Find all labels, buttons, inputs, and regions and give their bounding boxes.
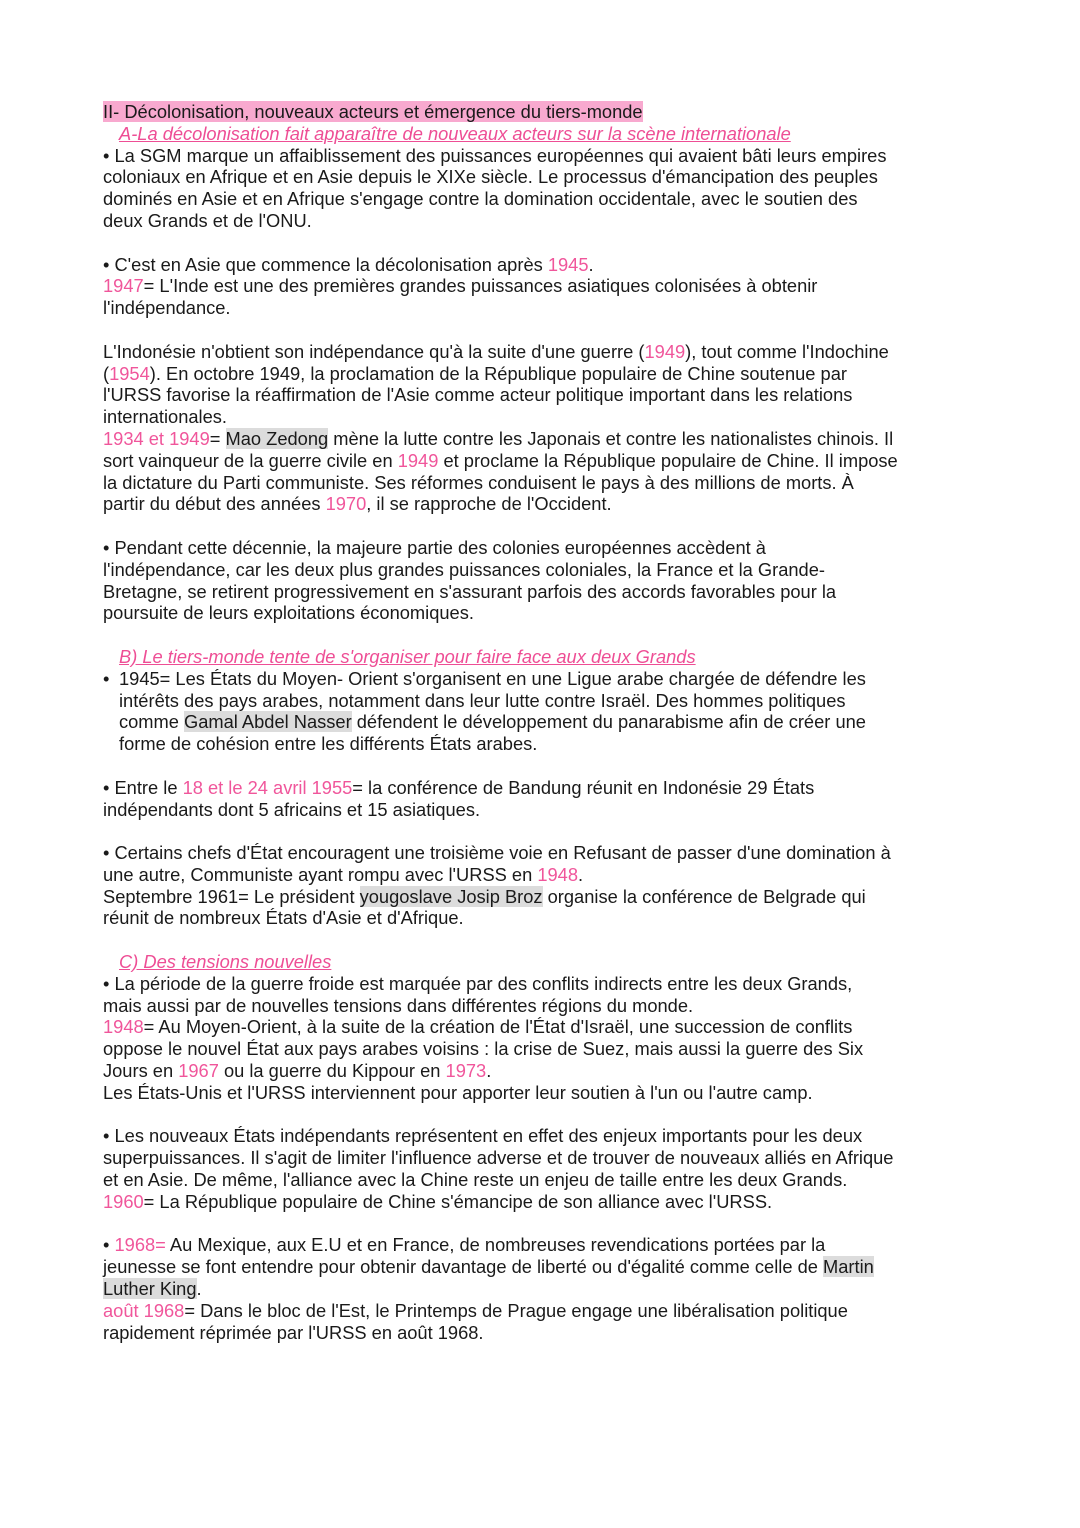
section-c-p2-line: et en Asie. De même, l'alliance avec la Chine reste un enjeu de taille entre les deux Grands. xyxy=(103,1169,848,1191)
highlighted-name: Martin xyxy=(823,1256,874,1278)
section-c-p1-line: mais aussi par de nouvelles tensions dans différentes régions du monde. xyxy=(103,994,694,1016)
section-b-p3-line: Septembre 1961= Le président yougoslave Josip Broz organise la conférence de Belgrade qui xyxy=(103,885,866,907)
section-c-p1-line: • La période de la guerre froide est marquée par des conflits indirects entre les deux Grands, xyxy=(103,972,853,994)
section-c-p3-line: Luther King. xyxy=(103,1278,202,1300)
section-c-p1-line: Les États-Unis et l'URSS interviennent pour apporter leur soutien à l'un ou l'autre camp. xyxy=(103,1081,813,1103)
section-c-p3-line: • 1968= Au Mexique, aux E.U et en France, de nombreuses revendications portées par la xyxy=(103,1234,826,1256)
section-a-p3-line: l'URSS favorise la réaffirmation de l'Asie comme acteur politique important dans les relations xyxy=(103,384,853,406)
section-a-p1-line: deux Grands et de l'ONU. xyxy=(103,209,312,231)
highlighted-name: yougoslave Josip Broz xyxy=(359,885,543,907)
section-b-p3-line: réunit de nombreux États d'Asie et d'Afrique. xyxy=(103,907,464,929)
section-b-p3-line: une autre, Communiste ayant rompu avec l'URSS en 1948. xyxy=(103,863,584,885)
section-a-p3-line: L'Indonésie n'obtient son indépendance qu'à la suite d'une guerre (1949), tout comme l'Indochine xyxy=(103,340,889,362)
section-b-p2-line: indépendants dont 5 africains et 15 asiatiques. xyxy=(103,798,481,820)
section-a-p3-line: (1954). En octobre 1949, la proclamation de la République populaire de Chine soutenue par xyxy=(103,362,847,384)
bullet: • xyxy=(103,667,110,689)
section-c-p2-line: superpuissances. Il s'agit de limiter l'influence adverse et de trouver de nouveaux alliés en Afrique xyxy=(103,1147,894,1169)
section-b-bullet-line: comme Gamal Abdel Nasser défendent le développement du panarabisme afin de créer une xyxy=(119,711,866,733)
section-a-p4-line: l'indépendance, car les deux plus grandes puissances coloniales, la France et la Grande- xyxy=(103,558,825,580)
section-c-p3-line: rapidement réprimée par l'URSS en août 1968. xyxy=(103,1321,484,1343)
section-b-bullet-line: intérêts des pays arabes, notamment dans leur lutte contre Israël. Des hommes politiques xyxy=(119,689,846,711)
section-b-bullet-line: forme de cohésion entre les différents États arabes. xyxy=(119,733,538,755)
section-c-p1-line: 1948= Au Moyen-Orient, à la suite de la création de l'État d'Israël, une succession de conflits xyxy=(103,1016,853,1038)
highlighted-name: Mao Zedong xyxy=(225,427,329,449)
section-b-p2-line: • Entre le 18 et le 24 avril 1955= la conférence de Bandung réunit en Indonésie 29 États xyxy=(103,776,815,798)
section-a-p1-line: coloniaux en Afrique et en Asie depuis le XIXe siècle. Le processus d'émancipation des peuples xyxy=(103,166,878,188)
section-c-p1-line: oppose le nouvel État aux pays arabes voisins : la crise de Suez, mais aussi la guerre des Six xyxy=(103,1038,864,1060)
section-a-p4-line: • Pendant cette décennie, la majeure partie des colonies européennes accèdent à xyxy=(103,536,766,558)
section-a-heading: A-La décolonisation fait apparaître de nouveaux acteurs sur la scène internationale xyxy=(119,122,791,144)
section-c-p2-line: • Les nouveaux États indépendants représentent en effet des enjeux importants pour les deux xyxy=(103,1125,863,1147)
document-page xyxy=(103,101,983,1343)
section-a-p2-line: • C'est en Asie que commence la décolonisation après 1945. xyxy=(103,253,594,275)
section-a-p3-line: 1934 et 1949= Mao Zedong mène la lutte contre les Japonais et contre les nationalistes chinois. Il xyxy=(103,427,894,449)
highlighted-name: Gamal Abdel Nasser xyxy=(184,711,352,733)
section-c-heading: C) Des tensions nouvelles xyxy=(119,951,332,973)
section-a-p3-line: partir du début des années 1970, il se rapproche de l'Occident. xyxy=(103,493,612,515)
section-a-p1-line: • La SGM marque un affaiblissement des puissances européennes qui avaient bâti leurs empires xyxy=(103,144,887,166)
section-c-p3-line: août 1968= Dans le bloc de l'Est, le Printemps de Prague engage une libéralisation politique xyxy=(103,1299,848,1321)
section-a-p2-line: l'indépendance. xyxy=(103,297,231,319)
section-a-p3-line: la dictature du Parti communiste. Ses réformes conduisent le pays à des millions de morts. À xyxy=(103,471,854,493)
section-c-p2-line: 1960= La République populaire de Chine s'émancipe de son alliance avec l'URSS. xyxy=(103,1190,773,1212)
section-b-bullet-line: • 1945= Les États du Moyen- Orient s'organisent en une Ligue arabe chargée de défendre les xyxy=(103,667,866,689)
section-a-p1-line: dominés en Asie et en Afrique s'engage contre la domination occidentale, avec le soutien des xyxy=(103,188,858,210)
section-a-p3-line: sort vainqueur de la guerre civile en 1949 et proclame la République populaire de Chine. Il impose xyxy=(103,449,898,471)
section-a-p2-line: 1947= L'Inde est une des premières grandes puissances asiatiques colonisées à obtenir xyxy=(103,275,818,297)
section-a-p3-line: internationales. xyxy=(103,406,227,428)
section-b-p3-line: • Certains chefs d'État encouragent une troisième voie en Refusant de passer d'une domination à xyxy=(103,842,891,864)
section-c-p3-line: jeunesse se font entendre pour obtenir davantage de liberté ou d'égalité comme celle de Martin xyxy=(103,1256,874,1278)
section-c-p1-line: Jours en 1967 ou la guerre du Kippour en 1973. xyxy=(103,1060,492,1082)
section-b-heading: B) Le tiers-monde tente de s'organiser pour faire face aux deux Grands xyxy=(119,645,696,667)
highlighted-name: Luther King xyxy=(103,1278,197,1300)
section-a-p4-line: poursuite de leurs exploitations économiques. xyxy=(103,602,474,624)
section-a-p4-line: Bretagne, se retirent progressivement en s'assurant parfois des accords favorables pour la xyxy=(103,580,837,602)
document-title: II- Décolonisation, nouveaux acteurs et émergence du tiers-monde xyxy=(103,101,643,122)
